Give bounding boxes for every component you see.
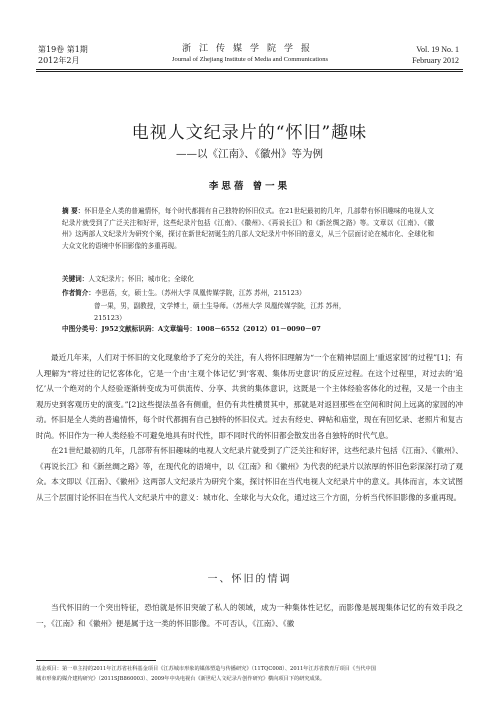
document-code: 文献标识码：A (118, 325, 164, 333)
author-info-line1: 李思蓓，女，硕士生。（苏州大学 凤凰传媒学院，江苏 苏州，215123） (94, 289, 306, 297)
abstract-text: 怀旧是全人类的普遍情怀，每个时代都拥有自己独特的怀旧仪式。在21世纪最初的几年，几部带有怀旧趣味的电视人文纪录片就受到了广泛关注和好评，这些纪录片包括《江南》、《徽州》、《再说长江》和《新丝绸之路》等。文章以《江南》、《徽州》这两部人文纪录片为研究个案，探讨在新世纪初诞生的几部人文纪录片中怀旧的意义，从三个层面讨论在城市化、全球化和大众文化的语境中怀旧影像的多重再现。 (62, 207, 435, 250)
header-date: 2012年2月 (38, 56, 80, 65)
header-journal-cn: 浙江传媒学院学报 (181, 44, 318, 54)
body-intro (36, 350, 463, 505)
header-volume-en-block (412, 44, 459, 66)
classification (62, 324, 442, 335)
clc-number: 中图分类号：J952 (62, 325, 119, 333)
footnote (36, 664, 463, 684)
keywords-label: 关键词： (62, 275, 89, 283)
body-paragraph-2: 在21世纪最初的几年，几部带有怀旧趣味的电视人文纪录片就受到了广泛关注和好评，这些纪录片包括《江南》、《徽州》、《再说长江》和《新丝绸之路》等，在现代化的语境中，以《江南》和《徽州》为代表的纪录片以浓厚的怀旧色彩深深打动了观众。本文即以《江南》、《徽州》这两部人文纪录片为研究个案，探讨怀旧在当代电视人文纪录片中的意义。具体而言，本文试图从三个层面讨论怀旧在当代人文纪录片中的意义：城市化、全球化与大众化，通过这三个方面，分析当代怀旧影像的多重再现。 (36, 446, 463, 502)
header-vol-en: Vol. 19 No. 1 (416, 45, 459, 54)
header-journal-block (130, 44, 370, 65)
header-rule-thick (36, 69, 463, 70)
header-date-en: February 2012 (412, 56, 459, 65)
author-info-line2: 曾一果，男，副教授，文学博士，硕士生导师。（苏州大学 凤凰传媒学院，江苏 苏州， (94, 301, 346, 310)
keywords-text: 人文纪录片；怀旧；城市化；全球化 (88, 275, 194, 283)
article-authors: 李思蓓 曾一果 (208, 181, 291, 192)
author-info (62, 287, 442, 325)
footnote-line-2: 城市形象的媒介建构研究》（2011SJB860003）、2009年中央电视台《新世纪人文纪录片创作研究》横向项目下的研究成果。 (36, 676, 326, 682)
keywords (62, 274, 442, 286)
article-number: 文章编号：1008－6552（2012）01－0090－07 (163, 325, 321, 333)
author-info-line3: 215123） (94, 314, 126, 322)
body-paragraph-1: 最近几年来，人们对于怀旧的文化现象给予了充分的关注，有人将怀旧理解为“一个在精神层面上‘重返家园’的过程”[1]；有人理解为“将过往的记忆客体化，它是一个由‘主观个体记忆’到‘客观、集体历史意识’的反应过程。在这个过程里，对过去的‘追忆’从一个绝对的个人经验逐渐转变成为可供流传、分享、共赏的集体意识，这既是一个主体经验客体化的过程，又是一个由主观历史到客观历史的演变。”[2]这些提法虽各有侧重，但仍有共性横贯其中，那就是对返回那些在空间和时间上远离的家园的冲动。怀旧是全人类的普遍情怀，每个时代都拥有自己独特的怀旧仪式。过去有经史、碑帖和庙堂，现在有回忆录、老照片和复古时尚。怀旧作为一种人类经验不可避免地具有时代性，即不同时代的怀旧都会散发出各自独特的时代气息。 (36, 353, 463, 440)
header-journal-en: Journal of Zhejiang Institute of Media and Communications (171, 56, 329, 63)
footnote-line-1: 基金项目：第一单主持的2011年江苏省社科基金项目《江苏城市形象的媒体塑造与传播研究》（11TQC008）、2011年江苏省教育厅项目《当代中国 (36, 666, 376, 672)
header-rule-thin (36, 71, 463, 72)
abstract (62, 206, 434, 252)
footnote-rule (36, 660, 156, 661)
header-volume-block (38, 44, 88, 66)
body-paragraph-3: 当代怀旧的一个突出特征，恐怕就是怀旧突破了私人的领域，成为一种集体性记忆，而影像是展现集体记忆的有效手段之一，《江南》和《徽州》便是属于这一类的怀旧影像。不可否认，《江南》、《徽 (36, 603, 463, 628)
header-volume: 第19卷 第1期 (38, 45, 88, 54)
abstract-label: 摘 要： (62, 207, 85, 215)
article-subtitle: ——以《江南》、《徽州》等为例 (176, 148, 323, 160)
section-heading-1: 一、怀旧的情调 (207, 574, 292, 585)
body-section-1 (36, 600, 463, 631)
article-title: 电视人文纪录片的“怀旧”趣味 (131, 123, 368, 143)
author-info-label: 作者简介： (62, 289, 95, 297)
